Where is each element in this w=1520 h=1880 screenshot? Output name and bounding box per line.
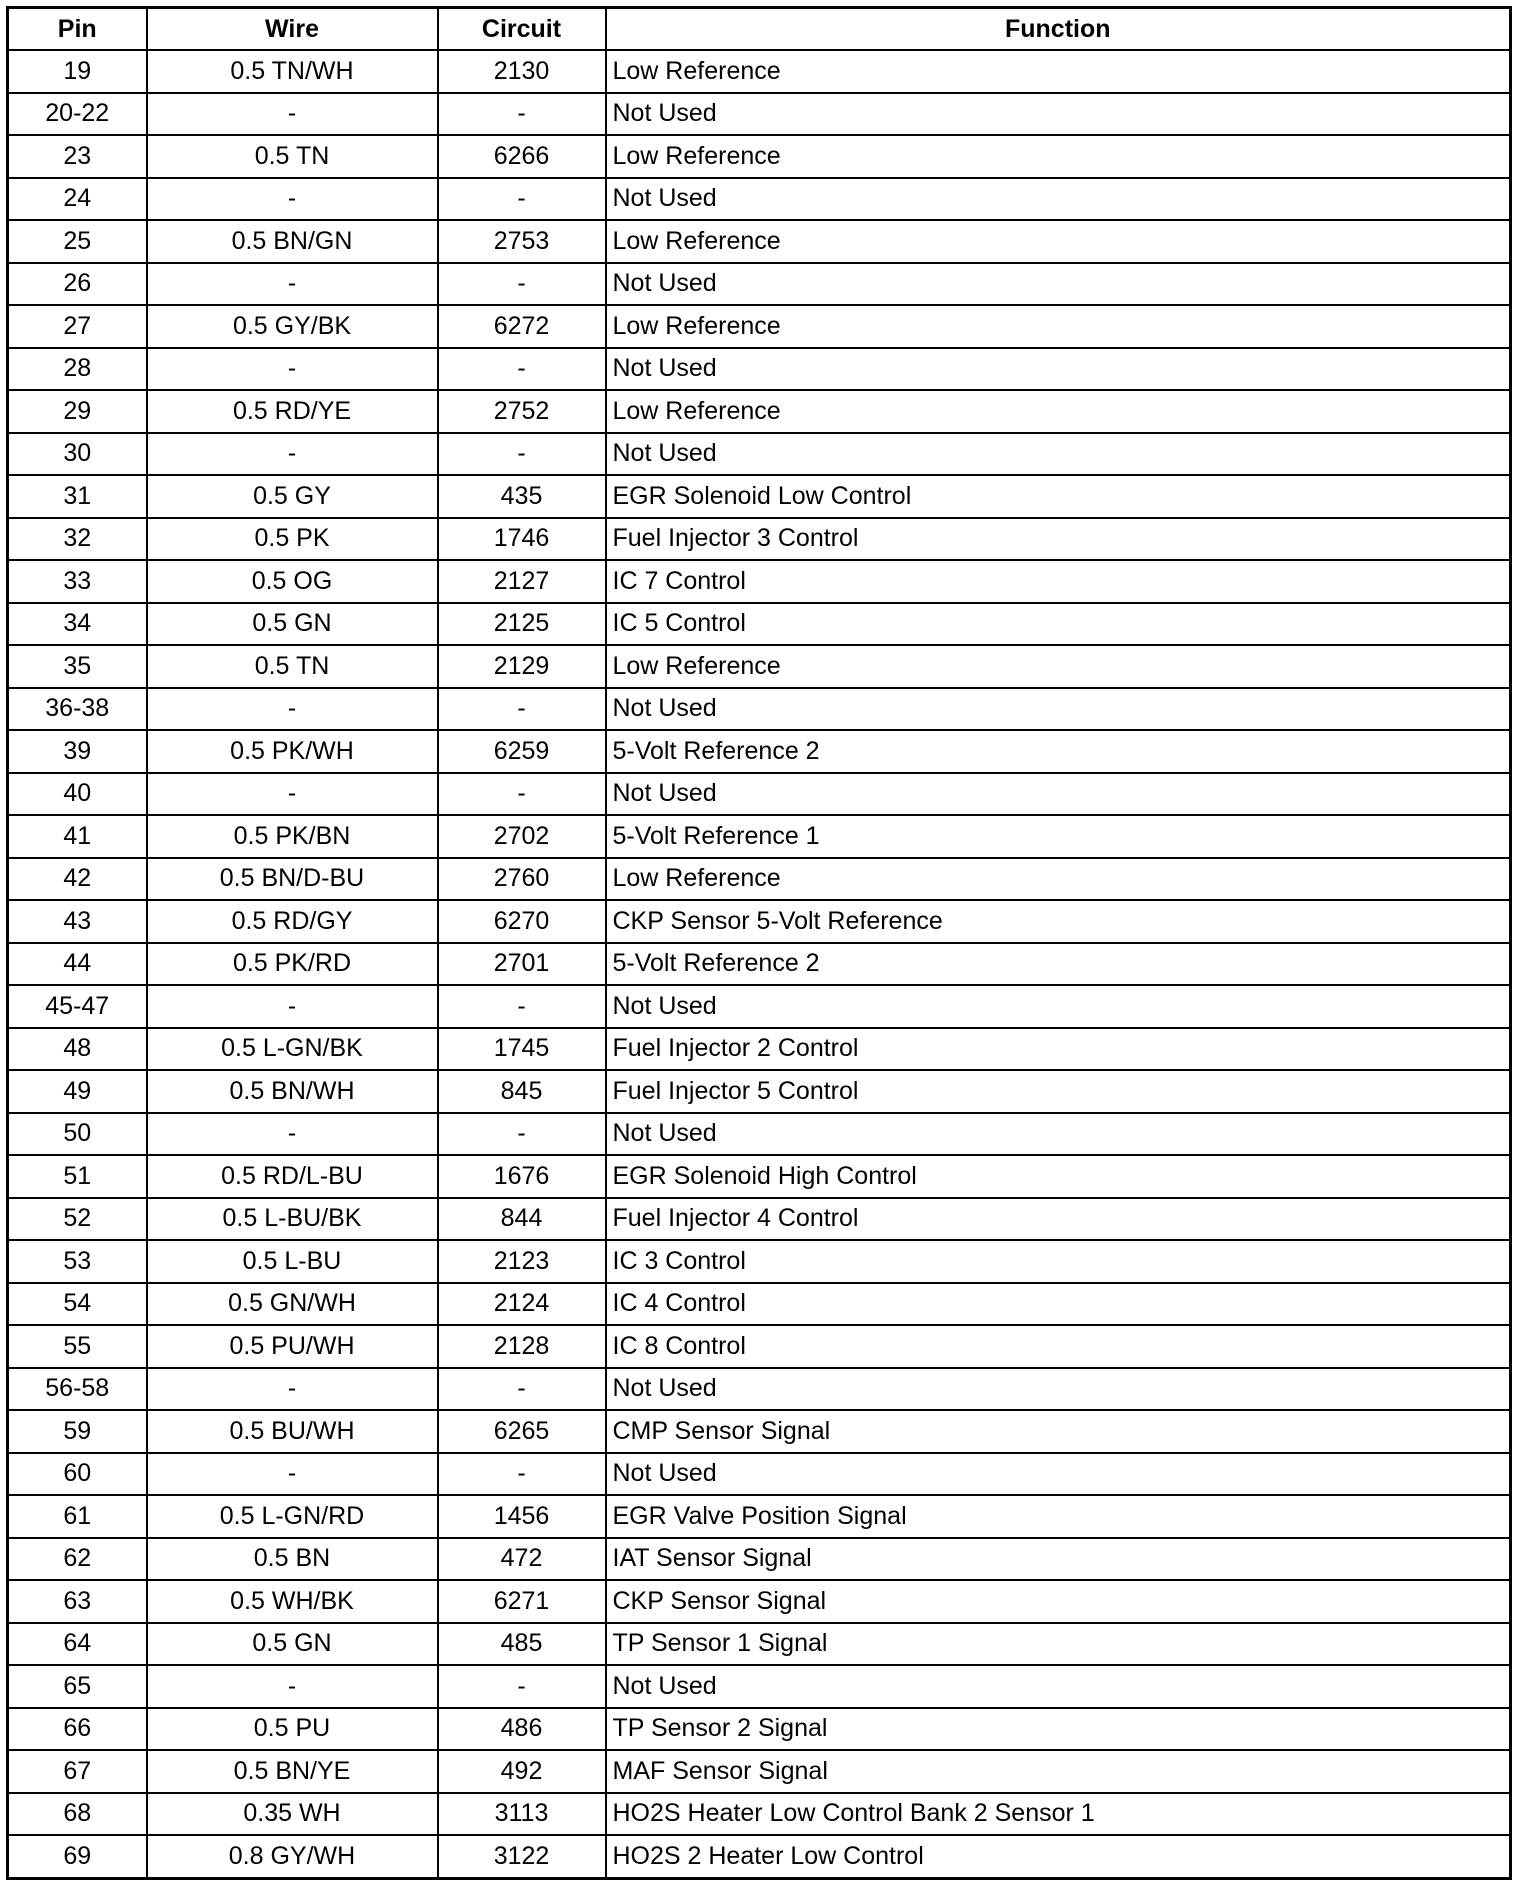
circuit-cell: -	[438, 263, 606, 306]
table-row	[8, 1623, 1511, 1666]
function-cell: IC 3 Control	[606, 1240, 1511, 1283]
function-cell: Not Used	[606, 1368, 1511, 1411]
table-row	[8, 1368, 1511, 1411]
pin-cell: 40	[8, 773, 147, 816]
circuit-cell: 472	[438, 1538, 606, 1581]
pin-cell: 62	[8, 1538, 147, 1581]
table-row	[8, 1538, 1511, 1581]
pin-cell: 55	[8, 1325, 147, 1368]
pin-cell: 24	[8, 178, 147, 221]
pin-cell: 33	[8, 560, 147, 603]
function-cell: Low Reference	[606, 220, 1511, 263]
table-row	[8, 305, 1511, 348]
table-row	[8, 1155, 1511, 1198]
table-row	[8, 93, 1511, 136]
circuit-cell: 1746	[438, 518, 606, 561]
wire-cell: -	[147, 1113, 438, 1156]
function-cell: Fuel Injector 3 Control	[606, 518, 1511, 561]
table-row	[8, 645, 1511, 688]
table-row	[8, 263, 1511, 306]
pin-cell: 45-47	[8, 985, 147, 1028]
table-row	[8, 1750, 1511, 1793]
function-cell: Low Reference	[606, 135, 1511, 178]
wire-cell: 0.5 RD/L-BU	[147, 1155, 438, 1198]
circuit-cell: 1745	[438, 1028, 606, 1071]
pin-cell: 36-38	[8, 688, 147, 731]
function-cell: Low Reference	[606, 645, 1511, 688]
circuit-cell: 2702	[438, 815, 606, 858]
pin-cell: 27	[8, 305, 147, 348]
wire-cell: 0.5 L-GN/BK	[147, 1028, 438, 1071]
circuit-cell: 2125	[438, 603, 606, 646]
table-row	[8, 560, 1511, 603]
function-cell: HO2S Heater Low Control Bank 2 Sensor 1	[606, 1793, 1511, 1836]
wire-cell: -	[147, 93, 438, 136]
wire-cell: 0.5 BN	[147, 1538, 438, 1581]
table-row	[8, 815, 1511, 858]
function-cell: MAF Sensor Signal	[606, 1750, 1511, 1793]
wire-cell: -	[147, 178, 438, 221]
pin-cell: 53	[8, 1240, 147, 1283]
table-row	[8, 1283, 1511, 1326]
circuit-cell: 2128	[438, 1325, 606, 1368]
pin-cell: 32	[8, 518, 147, 561]
table-body	[8, 50, 1511, 1878]
function-cell: Low Reference	[606, 390, 1511, 433]
table-row	[8, 1198, 1511, 1241]
pin-cell: 19	[8, 50, 147, 93]
pinout-table	[6, 6, 1512, 1880]
function-cell: CMP Sensor Signal	[606, 1410, 1511, 1453]
pin-cell: 44	[8, 943, 147, 986]
pin-cell: 52	[8, 1198, 147, 1241]
function-cell: TP Sensor 2 Signal	[606, 1708, 1511, 1751]
table-row	[8, 135, 1511, 178]
function-cell: Not Used	[606, 985, 1511, 1028]
function-cell: Fuel Injector 4 Control	[606, 1198, 1511, 1241]
table-row	[8, 900, 1511, 943]
function-cell: Low Reference	[606, 50, 1511, 93]
pin-cell: 68	[8, 1793, 147, 1836]
wire-cell: 0.5 GN	[147, 603, 438, 646]
function-cell: CKP Sensor 5-Volt Reference	[606, 900, 1511, 943]
pin-cell: 31	[8, 475, 147, 518]
pin-cell: 63	[8, 1580, 147, 1623]
table-row	[8, 348, 1511, 391]
function-cell: Not Used	[606, 688, 1511, 731]
pin-cell: 50	[8, 1113, 147, 1156]
wire-cell: 0.5 PU/WH	[147, 1325, 438, 1368]
wire-cell: 0.5 BU/WH	[147, 1410, 438, 1453]
table-row	[8, 1453, 1511, 1496]
pin-cell: 39	[8, 730, 147, 773]
circuit-cell: 6272	[438, 305, 606, 348]
wire-cell: 0.5 GN	[147, 1623, 438, 1666]
pin-cell: 42	[8, 858, 147, 901]
function-cell: Not Used	[606, 178, 1511, 221]
circuit-cell: 6271	[438, 1580, 606, 1623]
wire-cell: 0.5 RD/YE	[147, 390, 438, 433]
function-cell: IC 4 Control	[606, 1283, 1511, 1326]
table-row	[8, 390, 1511, 433]
circuit-cell: 6259	[438, 730, 606, 773]
wire-cell: 0.5 WH/BK	[147, 1580, 438, 1623]
circuit-cell: -	[438, 1113, 606, 1156]
table-row	[8, 518, 1511, 561]
wire-cell: 0.5 BN/D-BU	[147, 858, 438, 901]
circuit-cell: -	[438, 773, 606, 816]
wire-cell: 0.5 L-GN/RD	[147, 1495, 438, 1538]
function-cell: CKP Sensor Signal	[606, 1580, 1511, 1623]
circuit-cell: 2127	[438, 560, 606, 603]
circuit-cell: -	[438, 433, 606, 476]
wire-cell: -	[147, 1368, 438, 1411]
table-row	[8, 688, 1511, 731]
wire-cell: 0.5 L-BU/BK	[147, 1198, 438, 1241]
pin-cell: 64	[8, 1623, 147, 1666]
function-cell: EGR Solenoid Low Control	[606, 475, 1511, 518]
pin-cell: 65	[8, 1665, 147, 1708]
table-row	[8, 1835, 1511, 1878]
table-row	[8, 773, 1511, 816]
pin-cell: 23	[8, 135, 147, 178]
table-row	[8, 985, 1511, 1028]
table-row	[8, 858, 1511, 901]
function-cell: Fuel Injector 2 Control	[606, 1028, 1511, 1071]
circuit-cell: 1456	[438, 1495, 606, 1538]
function-cell: IC 7 Control	[606, 560, 1511, 603]
circuit-cell: 435	[438, 475, 606, 518]
wire-cell: 0.5 TN	[147, 645, 438, 688]
table-row	[8, 1793, 1511, 1836]
table-row	[8, 475, 1511, 518]
function-cell: HO2S 2 Heater Low Control	[606, 1835, 1511, 1878]
function-cell: IAT Sensor Signal	[606, 1538, 1511, 1581]
wire-cell: -	[147, 773, 438, 816]
circuit-cell: 6270	[438, 900, 606, 943]
table-row	[8, 220, 1511, 263]
table-row	[8, 1410, 1511, 1453]
wire-cell: 0.5 GN/WH	[147, 1283, 438, 1326]
wire-cell: -	[147, 1665, 438, 1708]
circuit-cell: 1676	[438, 1155, 606, 1198]
wire-cell: -	[147, 688, 438, 731]
circuit-cell: 2123	[438, 1240, 606, 1283]
wire-cell: -	[147, 263, 438, 306]
circuit-cell: 3113	[438, 1793, 606, 1836]
circuit-cell: 844	[438, 1198, 606, 1241]
function-cell: TP Sensor 1 Signal	[606, 1623, 1511, 1666]
pin-cell: 43	[8, 900, 147, 943]
function-cell: Not Used	[606, 1453, 1511, 1496]
table-row	[8, 1070, 1511, 1113]
pin-cell: 28	[8, 348, 147, 391]
wire-cell: 0.8 GY/WH	[147, 1835, 438, 1878]
header-function: Function	[606, 8, 1511, 51]
circuit-cell: -	[438, 1368, 606, 1411]
table-row	[8, 1665, 1511, 1708]
function-cell: Not Used	[606, 433, 1511, 476]
circuit-cell: -	[438, 178, 606, 221]
pin-cell: 60	[8, 1453, 147, 1496]
wire-cell: 0.5 PK	[147, 518, 438, 561]
header-pin: Pin	[8, 8, 147, 51]
wire-cell: 0.5 TN/WH	[147, 50, 438, 93]
function-cell: Not Used	[606, 348, 1511, 391]
table-row	[8, 730, 1511, 773]
pin-cell: 54	[8, 1283, 147, 1326]
function-cell: EGR Valve Position Signal	[606, 1495, 1511, 1538]
function-cell: 5-Volt Reference 1	[606, 815, 1511, 858]
function-cell: IC 5 Control	[606, 603, 1511, 646]
function-cell: Not Used	[606, 1665, 1511, 1708]
function-cell: Low Reference	[606, 305, 1511, 348]
wire-cell: 0.5 L-BU	[147, 1240, 438, 1283]
circuit-cell: 486	[438, 1708, 606, 1751]
function-cell: 5-Volt Reference 2	[606, 730, 1511, 773]
wire-cell: 0.5 GY/BK	[147, 305, 438, 348]
table-header	[8, 8, 1511, 51]
circuit-cell: 6265	[438, 1410, 606, 1453]
function-cell: Not Used	[606, 1113, 1511, 1156]
pin-cell: 59	[8, 1410, 147, 1453]
wire-cell: 0.5 BN/YE	[147, 1750, 438, 1793]
pin-cell: 29	[8, 390, 147, 433]
function-cell: Not Used	[606, 773, 1511, 816]
pin-cell: 67	[8, 1750, 147, 1793]
wire-cell: -	[147, 1453, 438, 1496]
pin-cell: 69	[8, 1835, 147, 1878]
table-row	[8, 433, 1511, 476]
wire-cell: 0.5 PK/BN	[147, 815, 438, 858]
circuit-cell: -	[438, 348, 606, 391]
function-cell: Not Used	[606, 263, 1511, 306]
circuit-cell: 3122	[438, 1835, 606, 1878]
circuit-cell: 2129	[438, 645, 606, 688]
circuit-cell: 2130	[438, 50, 606, 93]
pin-cell: 61	[8, 1495, 147, 1538]
circuit-cell: -	[438, 1453, 606, 1496]
wire-cell: 0.35 WH	[147, 1793, 438, 1836]
circuit-cell: 845	[438, 1070, 606, 1113]
table-row	[8, 1240, 1511, 1283]
pin-cell: 35	[8, 645, 147, 688]
pin-cell: 25	[8, 220, 147, 263]
pin-cell: 26	[8, 263, 147, 306]
function-cell: Low Reference	[606, 858, 1511, 901]
pin-cell: 49	[8, 1070, 147, 1113]
pin-cell: 20-22	[8, 93, 147, 136]
header-wire: Wire	[147, 8, 438, 51]
wire-cell: -	[147, 348, 438, 391]
wire-cell: -	[147, 433, 438, 476]
function-cell: EGR Solenoid High Control	[606, 1155, 1511, 1198]
wire-cell: 0.5 OG	[147, 560, 438, 603]
table-row	[8, 603, 1511, 646]
circuit-cell: -	[438, 1665, 606, 1708]
function-cell: Fuel Injector 5 Control	[606, 1070, 1511, 1113]
circuit-cell: 2760	[438, 858, 606, 901]
header-row	[8, 8, 1511, 51]
circuit-cell: -	[438, 93, 606, 136]
wire-cell: 0.5 BN/GN	[147, 220, 438, 263]
pin-cell: 51	[8, 1155, 147, 1198]
header-circuit: Circuit	[438, 8, 606, 51]
function-cell: IC 8 Control	[606, 1325, 1511, 1368]
wire-cell: -	[147, 985, 438, 1028]
wire-cell: 0.5 PK/WH	[147, 730, 438, 773]
table-row	[8, 1580, 1511, 1623]
wire-cell: 0.5 RD/GY	[147, 900, 438, 943]
circuit-cell: 2124	[438, 1283, 606, 1326]
circuit-cell: 485	[438, 1623, 606, 1666]
table-row	[8, 1495, 1511, 1538]
wire-cell: 0.5 GY	[147, 475, 438, 518]
table-row	[8, 50, 1511, 93]
pin-cell: 48	[8, 1028, 147, 1071]
circuit-cell: -	[438, 985, 606, 1028]
circuit-cell: 6266	[438, 135, 606, 178]
function-cell: Not Used	[606, 93, 1511, 136]
pin-cell: 41	[8, 815, 147, 858]
table-row	[8, 1325, 1511, 1368]
circuit-cell: -	[438, 688, 606, 731]
function-cell: 5-Volt Reference 2	[606, 943, 1511, 986]
pin-cell: 56-58	[8, 1368, 147, 1411]
wire-cell: 0.5 PK/RD	[147, 943, 438, 986]
circuit-cell: 2701	[438, 943, 606, 986]
table-row	[8, 1028, 1511, 1071]
table-row	[8, 1708, 1511, 1751]
pin-cell: 30	[8, 433, 147, 476]
pin-cell: 66	[8, 1708, 147, 1751]
circuit-cell: 2753	[438, 220, 606, 263]
wire-cell: 0.5 TN	[147, 135, 438, 178]
wire-cell: 0.5 PU	[147, 1708, 438, 1751]
circuit-cell: 2752	[438, 390, 606, 433]
table-row	[8, 1113, 1511, 1156]
pin-cell: 34	[8, 603, 147, 646]
wire-cell: 0.5 BN/WH	[147, 1070, 438, 1113]
table-row	[8, 178, 1511, 221]
circuit-cell: 492	[438, 1750, 606, 1793]
table-row	[8, 943, 1511, 986]
